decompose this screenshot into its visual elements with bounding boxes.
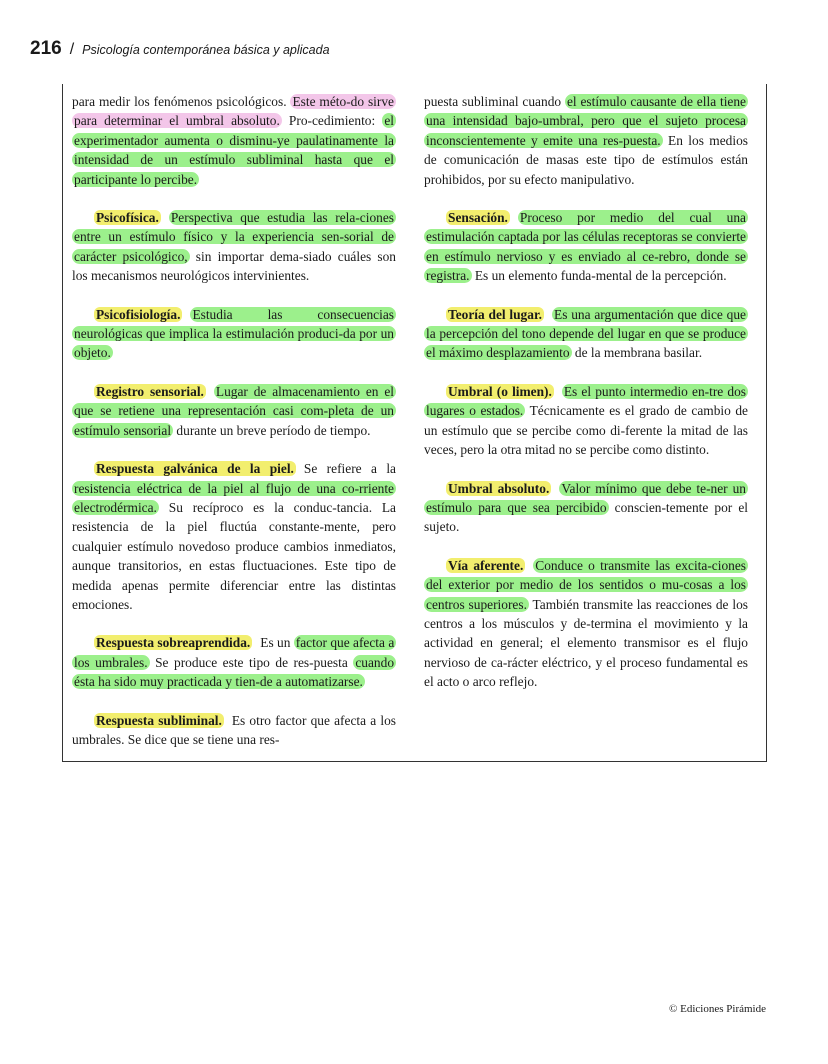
glossary-entry [72,382,396,440]
entry-text: Se produce este tipo de res-puesta [149,654,354,670]
green-highlight: Conduce o transmite las excita-ciones del exterior por medio de los sentidos o mu-cosas a los centros superiores. [426,557,746,612]
glossary-entry [424,305,748,363]
entry-text: Es un [260,635,294,651]
glossary-term: Psicofisiología. [96,306,181,322]
glossary-entry [72,633,396,691]
page-header [30,38,330,60]
glossary-term: Respuesta galvánica de la piel. [96,461,294,477]
entry-text: También transmite las reacciones de los centros a los músculos y de-termina el movimiento y la actividad en general; el elemento transmisor es el flujo nervioso de ca-rácter eléctrico, y el proceso fundamental es el acto o arco reflejo. [424,596,748,690]
glossary-entry [424,382,748,460]
green-highlight: Proceso por medio del cual una estimulación captada por las células receptoras se convierte en estímulo nervioso y es enviado al ce-rebro, donde se registra. [426,210,746,284]
green-highlight: factor que afecta a los umbrales. [74,635,395,670]
green-highlight: cuando ésta ha sido muy practicada y tien-de a automatizarse. [74,654,395,690]
green-highlight: resistencia eléctrica de la piel al flujo de una co-rriente electrodérmica. [74,480,394,515]
green-highlight: Estudia las consecuencias neurológicas que implica la estimulación produci-da por un objeto. [74,306,394,361]
glossary-term: Registro sensorial. [96,383,204,399]
glossary-entry-continuation [72,92,396,189]
glossary-term: Respuesta subliminal. [96,712,222,728]
entry-text: puesta subliminal cuando [424,94,565,109]
entry-text: Se refiere a la [303,461,396,477]
green-highlight: el experimentador aumenta o disminu-ye paulatinamente la intensidad de un estímulo subliminal hasta que el participante lo percibe. [74,113,394,187]
green-highlight: Es una argumentación que dice que la percepción del tono depende del lugar en que se produce el máximo desplazamiento [426,306,746,361]
glossary-entry [72,305,396,363]
green-highlight: Valor mínimo que debe te-ner un estímulo para que sea percibido [426,480,746,515]
entry-text: conscien-temente por el sujeto. [424,499,748,535]
glossary-entry [424,208,748,286]
glossary-entry [424,556,748,692]
glossary-term: Respuesta sobreaprendida. [96,635,251,651]
entry-text: Técnicamente es el grado de cambio de un estímulo que se percibe como di-ferente la mitad de las veces, pero la otra mitad no se percibe como distinto. [424,403,748,458]
entry-text: Pro-cedimiento: [281,113,383,129]
glossary-term: Umbral (o limen). [448,383,552,399]
green-highlight: Es el punto intermedio en-tre dos lugares o estados. [426,383,746,419]
glossary-entry [72,459,396,614]
glossary-entry [72,208,396,286]
pink-highlight: Este méto-do sirve para determinar el umbral absoluto. [74,94,394,129]
glossary-term: Umbral absoluto. [448,480,550,496]
right-column [424,92,748,711]
glossary-term: Sensación. [448,210,508,226]
copyright-footer: © Ediciones Pirámide [669,1003,766,1015]
glossary-term: Psicofísica. [96,210,159,226]
entry-text: de la membrana basilar. [571,345,703,361]
header-separator: / [69,41,75,58]
entry-text: durante un breve período de tiempo. [173,422,371,438]
entry-text: sin importar dema-siado cuáles son los mecanismos neurológicos intervinientes. [72,248,396,284]
green-highlight: el estímulo causante de ella tiene una intensidad bajo-umbral, pero que el sujeto procesa inconscientemente y emite una res-puesta. [426,94,746,148]
green-highlight: Perspectiva que estudia las rela-ciones entre un estímulo físico y la experiencia sen-sorial de carácter psicológico, [74,210,394,264]
glossary-term: Vía aferente. [448,557,524,573]
entry-text: Su recíproco es la conduc-tancia. La resistencia de la piel fluctúa constante-mente, pero cualquier estímulo novedoso produce cambios inmediatos, aunque transitorios, en estas fluctuaciones. Este tipo de medida apenas permite diferenciar entre las distintas emociones. [72,499,396,612]
glossary-entry-continuation [424,92,748,189]
glossary-entry [424,479,748,537]
entry-text: Es otro factor que afecta a los umbrales. Se dice que se tiene una res- [72,712,397,747]
entry-text: para medir los fenómenos psicológicos. [72,94,291,109]
glossary-term: Teoría del lugar. [448,306,543,322]
glossary-entry [72,711,396,750]
green-highlight: Lugar de almacenamiento en el que se retiene una representación casi com-pleta de un estímulo sensorial [74,383,394,438]
page-number: 216 [30,38,62,59]
entry-text: Es un elemento funda-mental de la percepción. [471,268,727,284]
left-column [72,92,396,768]
entry-text: En los medios de comunicación de masas este tipo de estímulos están prohibidos, por su efecto manipulativo. [424,132,748,187]
running-title: Psicología contemporánea básica y aplicada [82,43,330,57]
